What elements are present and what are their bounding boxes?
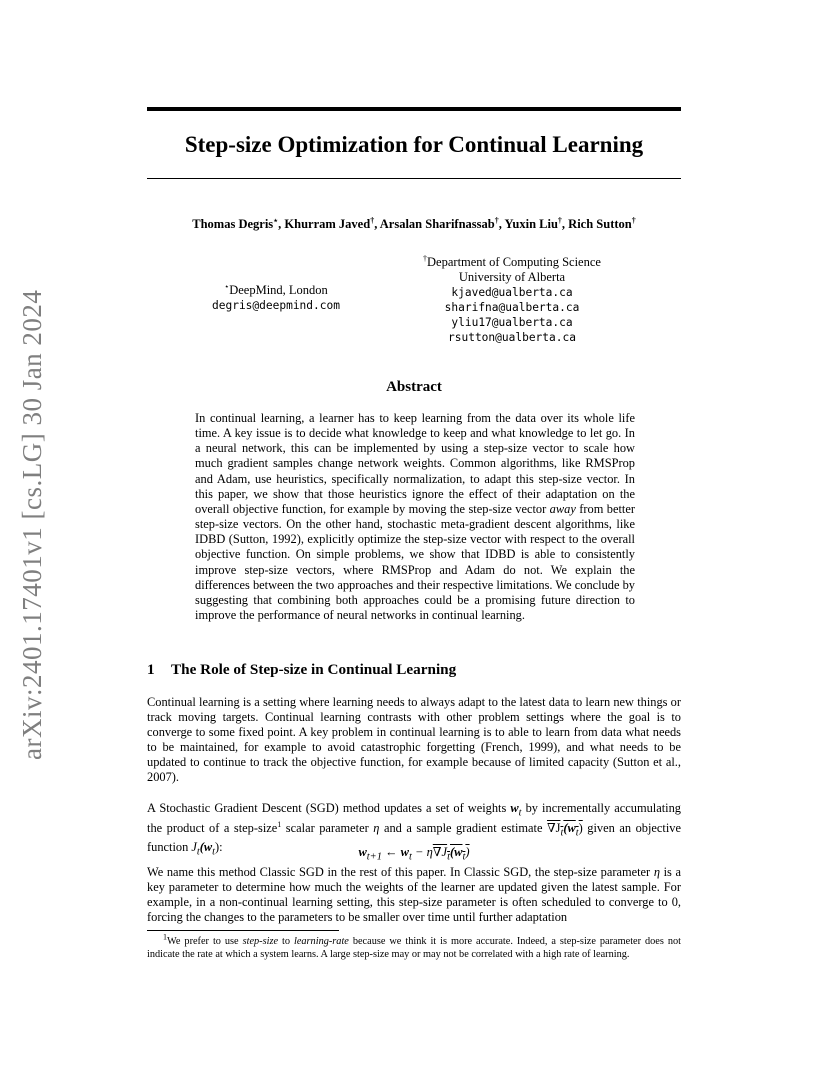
body-paragraph: Continual learning is a setting where learning needs to always adapt to the latest data to learn new things or track moving targets. Continual learning contrasts with other problem settings where the goal is to converge to some fixed point. A key problem in continual learning is to able to learn from data what needs to be maintained, for example to avoid catastrophic forgetting (French, 1999), and what needs to be updated to continue to track the objective function, for example because of limited capacity (Sutton et al., 2007). xyxy=(147,695,681,785)
math-gradient-estimate xyxy=(547,820,583,839)
affiliation-mark: † xyxy=(631,215,636,225)
footnote-mark: 1 xyxy=(163,932,167,942)
footnote-mark[interactable]: 1 xyxy=(277,819,282,829)
math-subscript: t xyxy=(196,846,200,858)
math-symbol: w xyxy=(510,801,519,815)
author-email[interactable]: sharifna@ualberta.ca xyxy=(444,301,580,314)
affiliation-alberta xyxy=(400,255,624,345)
math-subscript: t xyxy=(518,807,522,819)
math-symbol: η xyxy=(653,865,660,879)
affiliation-mark: ⋆ xyxy=(224,281,230,291)
affiliation-dept: Department of Computing Science xyxy=(427,255,601,269)
affiliation-mark: † xyxy=(370,215,375,225)
abstract-emphasis: away xyxy=(549,501,576,516)
text-run: given an objective function xyxy=(147,820,681,855)
affiliation-mark: † xyxy=(557,215,562,225)
math-subscript: t xyxy=(447,851,450,863)
text-run: is a key parameter to determine how much the weights of the learner are updated given the latest sample. For example, in a non-continual learning setting, this step-size parameter is often scheduled to converge to 0, forcing the changes to the parameters to be smaller over time until further adaptation xyxy=(147,865,681,925)
math-symbol: ∇J xyxy=(547,820,561,835)
abstract-heading: Abstract xyxy=(386,379,442,395)
footnote-rule xyxy=(147,930,339,931)
footnote xyxy=(147,932,681,961)
math-symbol: (w xyxy=(199,840,213,855)
section-title: The Role of Step-size in Continual Learning xyxy=(171,661,457,678)
math-subscript: t xyxy=(462,851,466,863)
affiliation-university: University of Alberta xyxy=(458,270,566,284)
author-list: Thomas Degris⋆, Khurram Javed†, Arsalan Sharifnassab†, Yuxin Liu†, Rich Sutton† xyxy=(192,215,636,231)
body-paragraph xyxy=(147,865,681,925)
sgd-update-equation xyxy=(147,844,681,863)
math-symbol: w xyxy=(400,845,409,859)
math-symbol: ): xyxy=(215,840,223,855)
math-subscript: t+1 xyxy=(366,851,382,863)
affiliation-mark: ⋆ xyxy=(273,215,279,225)
author-name: Thomas Degris xyxy=(192,217,274,231)
math-symbol: (w xyxy=(563,820,576,835)
text-run: We name this method Classic SGD in the rest of this paper. In Classic SGD, the step-size parameter xyxy=(147,865,654,879)
text-emphasis: learning-rate xyxy=(293,936,349,947)
math-subscript: t xyxy=(409,851,412,863)
math-symbol: J xyxy=(191,840,197,855)
math-symbol: η xyxy=(373,820,380,835)
author-name: Yuxin Liu xyxy=(504,217,558,231)
author-email[interactable]: kjaved@ualberta.ca xyxy=(451,286,573,299)
math-symbol: ← xyxy=(381,845,401,859)
text-run: We prefer to use xyxy=(167,936,243,947)
math-symbol: ) xyxy=(578,820,583,835)
paper-title: Step-size Optimization for Continual Learning xyxy=(184,132,644,157)
author-name: Arsalan Sharifnassab xyxy=(379,217,495,231)
text-run: to xyxy=(278,936,294,947)
section-number: 1 xyxy=(147,661,155,678)
author-name: Rich Sutton xyxy=(568,217,632,231)
math-symbol: − η xyxy=(411,845,433,859)
author-email[interactable]: yliu17@ualberta.ca xyxy=(451,316,573,329)
math-subscript: t xyxy=(560,827,564,839)
section-heading xyxy=(147,661,456,679)
math-symbol: ) xyxy=(465,845,470,859)
text-run: scalar parameter xyxy=(281,820,374,835)
author-email[interactable]: rsutton@ualberta.ca xyxy=(448,331,576,344)
arxiv-identifier[interactable]: arXiv:2401.17401v1 [cs.LG] 30 Jan 2024 xyxy=(17,289,47,760)
abstract-text xyxy=(195,411,635,623)
abstract-part: In continual learning, a learner has to keep learning from the data over its whole life time. A key issue is to decide what knowledge to keep and what knowledge to let go. In a neural network, this can be implemented by using a step-size vector to scale how much gradient samples change network weights. Common algorithms, like RMSProp and Adam, use heuristics, specifically normalization, to adapt this step-size vector. In this paper, we show that those heuristics ignore the effect of their adaptation on the overall objective function, for example by moving the step-size vector xyxy=(195,411,635,516)
text-run: A Stochastic Gradient Descent (SGD) method updates a set of weights xyxy=(147,801,511,815)
author-email[interactable]: degris@deepmind.com xyxy=(212,299,340,312)
text-run: because we think it is more accurate. Indeed, a step-size parameter does not indicate the rate at which a system learns. A large step-size may or may not be correlated with a high rate of learning. xyxy=(147,936,681,960)
affiliation-org: DeepMind, London xyxy=(229,283,328,297)
affiliation-deepmind xyxy=(186,283,366,313)
abstract-part: from better step-size vectors. On the other hand, stochastic meta-gradient descent algorithms, like IDBD (Sutton, 1992), explicitly optimize the step-size vector with respect to the overall objective function. On simple problems, we show that IDBD is able to consistently improve step-size vectors, where RMSProp and Adam do not. We explain the differences between the two approaches and their respective limitations. We conclude by suggesting that combining both approaches could be a promising future direction to improve the performance of neural networks in continual learning. xyxy=(195,501,635,623)
text-run: by incrementally accumulating the product of a step-size xyxy=(147,801,681,835)
math-subscript: t xyxy=(575,827,579,839)
math-gradient-estimate xyxy=(432,845,470,863)
math-symbol: (w xyxy=(449,845,463,859)
affiliation-mark: † xyxy=(423,253,428,263)
title-rule-top xyxy=(147,107,681,111)
math-symbol: ∇J xyxy=(432,845,448,859)
text-emphasis: step-size xyxy=(242,936,279,947)
affiliation-mark: † xyxy=(494,215,499,225)
text-run: and a sample gradient estimate xyxy=(379,820,547,835)
title-rule-bottom xyxy=(147,178,681,179)
math-subscript: t xyxy=(212,846,216,858)
author-name: Khurram Javed xyxy=(284,217,371,231)
math-symbol: w xyxy=(358,845,367,859)
